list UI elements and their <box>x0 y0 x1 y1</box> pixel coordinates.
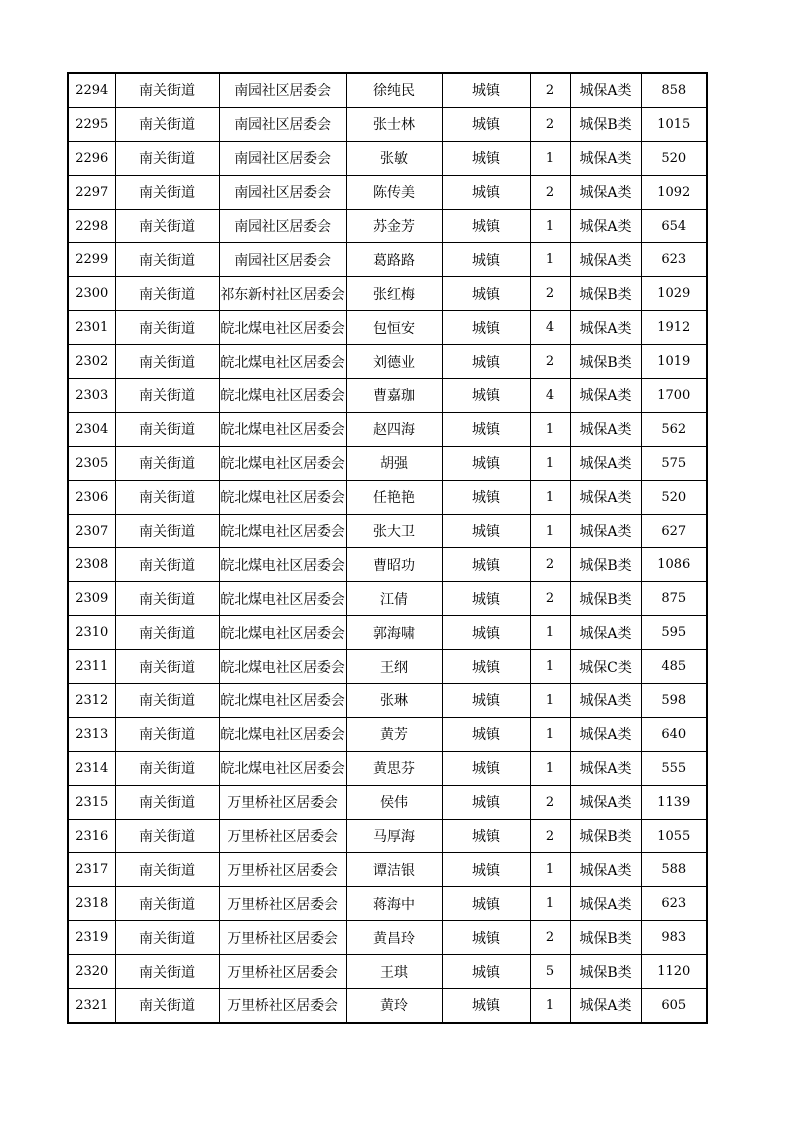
household-size-cell: 1 <box>530 141 570 175</box>
category-cell: 城保A类 <box>570 717 641 751</box>
household-size-cell: 5 <box>530 955 570 989</box>
household-type-cell: 城镇 <box>442 73 530 107</box>
table-row <box>68 548 707 582</box>
street-cell: 南关街道 <box>115 446 219 480</box>
name-cell: 赵四海 <box>346 412 442 446</box>
category-cell: 城保A类 <box>570 209 641 243</box>
serial-number-cell: 2311 <box>68 650 115 684</box>
street-cell: 南关街道 <box>115 717 219 751</box>
category-cell: 城保B类 <box>570 277 641 311</box>
household-type-cell: 城镇 <box>442 379 530 413</box>
street-cell: 南关街道 <box>115 412 219 446</box>
serial-number-cell: 2312 <box>68 684 115 718</box>
serial-number-cell: 2315 <box>68 785 115 819</box>
amount-cell: 1139 <box>641 785 707 819</box>
household-size-cell: 1 <box>530 989 570 1023</box>
category-cell: 城保B类 <box>570 548 641 582</box>
category-cell: 城保A类 <box>570 684 641 718</box>
household-type-cell: 城镇 <box>442 921 530 955</box>
household-type-cell: 城镇 <box>442 514 530 548</box>
street-cell: 南关街道 <box>115 887 219 921</box>
category-cell: 城保A类 <box>570 175 641 209</box>
household-size-cell: 1 <box>530 514 570 548</box>
category-cell: 城保A类 <box>570 379 641 413</box>
name-cell: 侯伟 <box>346 785 442 819</box>
household-type-cell: 城镇 <box>442 175 530 209</box>
table-row <box>68 412 707 446</box>
table-row <box>68 819 707 853</box>
household-type-cell: 城镇 <box>442 480 530 514</box>
community-cell: 皖北煤电社区居委会 <box>219 650 346 684</box>
name-cell: 曹昭功 <box>346 548 442 582</box>
community-cell: 皖北煤电社区居委会 <box>219 446 346 480</box>
amount-cell: 598 <box>641 684 707 718</box>
street-cell: 南关街道 <box>115 311 219 345</box>
serial-number-cell: 2305 <box>68 446 115 480</box>
table-row <box>68 751 707 785</box>
name-cell: 张红梅 <box>346 277 442 311</box>
amount-cell: 588 <box>641 853 707 887</box>
table-row <box>68 175 707 209</box>
household-size-cell: 2 <box>530 175 570 209</box>
category-cell: 城保A类 <box>570 616 641 650</box>
community-cell: 皖北煤电社区居委会 <box>219 514 346 548</box>
household-type-cell: 城镇 <box>442 751 530 785</box>
category-cell: 城保B类 <box>570 582 641 616</box>
category-cell: 城保A类 <box>570 412 641 446</box>
name-cell: 江倩 <box>346 582 442 616</box>
community-cell: 万里桥社区居委会 <box>219 921 346 955</box>
table-row <box>68 345 707 379</box>
household-size-cell: 1 <box>530 684 570 718</box>
amount-cell: 575 <box>641 446 707 480</box>
household-type-cell: 城镇 <box>442 650 530 684</box>
name-cell: 黄昌玲 <box>346 921 442 955</box>
serial-number-cell: 2313 <box>68 717 115 751</box>
category-cell: 城保A类 <box>570 751 641 785</box>
household-size-cell: 1 <box>530 717 570 751</box>
household-type-cell: 城镇 <box>442 853 530 887</box>
street-cell: 南关街道 <box>115 175 219 209</box>
category-cell: 城保A类 <box>570 73 641 107</box>
amount-cell: 1015 <box>641 107 707 141</box>
amount-cell: 562 <box>641 412 707 446</box>
amount-cell: 623 <box>641 243 707 277</box>
household-type-cell: 城镇 <box>442 819 530 853</box>
household-type-cell: 城镇 <box>442 616 530 650</box>
name-cell: 张敏 <box>346 141 442 175</box>
amount-cell: 485 <box>641 650 707 684</box>
street-cell: 南关街道 <box>115 379 219 413</box>
name-cell: 谭洁银 <box>346 853 442 887</box>
name-cell: 徐纯民 <box>346 73 442 107</box>
name-cell: 任艳艳 <box>346 480 442 514</box>
name-cell: 王纲 <box>346 650 442 684</box>
community-cell: 万里桥社区居委会 <box>219 785 346 819</box>
document-table-container <box>67 72 708 1024</box>
community-cell: 南园社区居委会 <box>219 209 346 243</box>
category-cell: 城保A类 <box>570 480 641 514</box>
table-row <box>68 989 707 1023</box>
table-row <box>68 277 707 311</box>
community-cell: 万里桥社区居委会 <box>219 819 346 853</box>
serial-number-cell: 2316 <box>68 819 115 853</box>
category-cell: 城保A类 <box>570 989 641 1023</box>
household-size-cell: 2 <box>530 73 570 107</box>
household-type-cell: 城镇 <box>442 243 530 277</box>
table-row <box>68 73 707 107</box>
household-size-cell: 2 <box>530 785 570 819</box>
table-row <box>68 785 707 819</box>
household-size-cell: 2 <box>530 345 570 379</box>
household-size-cell: 1 <box>530 887 570 921</box>
amount-cell: 627 <box>641 514 707 548</box>
name-cell: 张琳 <box>346 684 442 718</box>
community-cell: 皖北煤电社区居委会 <box>219 548 346 582</box>
serial-number-cell: 2317 <box>68 853 115 887</box>
table-row <box>68 209 707 243</box>
street-cell: 南关街道 <box>115 209 219 243</box>
category-cell: 城保B类 <box>570 955 641 989</box>
household-type-cell: 城镇 <box>442 412 530 446</box>
household-size-cell: 1 <box>530 243 570 277</box>
street-cell: 南关街道 <box>115 616 219 650</box>
street-cell: 南关街道 <box>115 989 219 1023</box>
community-cell: 万里桥社区居委会 <box>219 887 346 921</box>
household-type-cell: 城镇 <box>442 684 530 718</box>
serial-number-cell: 2298 <box>68 209 115 243</box>
household-type-cell: 城镇 <box>442 989 530 1023</box>
table-row <box>68 514 707 548</box>
household-size-cell: 2 <box>530 582 570 616</box>
household-type-cell: 城镇 <box>442 717 530 751</box>
household-type-cell: 城镇 <box>442 582 530 616</box>
amount-cell: 1019 <box>641 345 707 379</box>
serial-number-cell: 2300 <box>68 277 115 311</box>
name-cell: 郭海啸 <box>346 616 442 650</box>
household-size-cell: 2 <box>530 548 570 582</box>
category-cell: 城保A类 <box>570 243 641 277</box>
table-row <box>68 446 707 480</box>
category-cell: 城保B类 <box>570 921 641 955</box>
category-cell: 城保B类 <box>570 345 641 379</box>
serial-number-cell: 2320 <box>68 955 115 989</box>
household-type-cell: 城镇 <box>442 345 530 379</box>
household-size-cell: 1 <box>530 853 570 887</box>
category-cell: 城保A类 <box>570 853 641 887</box>
name-cell: 包恒安 <box>346 311 442 345</box>
category-cell: 城保A类 <box>570 446 641 480</box>
community-cell: 万里桥社区居委会 <box>219 853 346 887</box>
name-cell: 张士林 <box>346 107 442 141</box>
category-cell: 城保B类 <box>570 107 641 141</box>
household-size-cell: 4 <box>530 311 570 345</box>
table-row <box>68 853 707 887</box>
community-cell: 皖北煤电社区居委会 <box>219 582 346 616</box>
name-cell: 黄玲 <box>346 989 442 1023</box>
name-cell: 陈传美 <box>346 175 442 209</box>
community-cell: 皖北煤电社区居委会 <box>219 751 346 785</box>
household-type-cell: 城镇 <box>442 141 530 175</box>
table-row <box>68 684 707 718</box>
street-cell: 南关街道 <box>115 582 219 616</box>
household-size-cell: 4 <box>530 379 570 413</box>
street-cell: 南关街道 <box>115 684 219 718</box>
category-cell: 城保B类 <box>570 819 641 853</box>
community-cell: 南园社区居委会 <box>219 175 346 209</box>
subsidy-table <box>67 72 708 1024</box>
amount-cell: 983 <box>641 921 707 955</box>
amount-cell: 875 <box>641 582 707 616</box>
name-cell: 苏金芳 <box>346 209 442 243</box>
household-type-cell: 城镇 <box>442 548 530 582</box>
serial-number-cell: 2302 <box>68 345 115 379</box>
community-cell: 南园社区居委会 <box>219 243 346 277</box>
amount-cell: 1120 <box>641 955 707 989</box>
amount-cell: 520 <box>641 480 707 514</box>
community-cell: 万里桥社区居委会 <box>219 955 346 989</box>
amount-cell: 1912 <box>641 311 707 345</box>
category-cell: 城保A类 <box>570 887 641 921</box>
name-cell: 刘德业 <box>346 345 442 379</box>
serial-number-cell: 2318 <box>68 887 115 921</box>
household-size-cell: 1 <box>530 209 570 243</box>
street-cell: 南关街道 <box>115 73 219 107</box>
community-cell: 南园社区居委会 <box>219 141 346 175</box>
serial-number-cell: 2296 <box>68 141 115 175</box>
serial-number-cell: 2294 <box>68 73 115 107</box>
street-cell: 南关街道 <box>115 107 219 141</box>
serial-number-cell: 2295 <box>68 107 115 141</box>
amount-cell: 858 <box>641 73 707 107</box>
table-row <box>68 650 707 684</box>
street-cell: 南关街道 <box>115 853 219 887</box>
household-size-cell: 2 <box>530 921 570 955</box>
amount-cell: 1092 <box>641 175 707 209</box>
name-cell: 葛路路 <box>346 243 442 277</box>
street-cell: 南关街道 <box>115 345 219 379</box>
community-cell: 皖北煤电社区居委会 <box>219 717 346 751</box>
amount-cell: 520 <box>641 141 707 175</box>
community-cell: 祁东新村社区居委会 <box>219 277 346 311</box>
table-body <box>68 73 707 1023</box>
street-cell: 南关街道 <box>115 955 219 989</box>
household-type-cell: 城镇 <box>442 107 530 141</box>
serial-number-cell: 2299 <box>68 243 115 277</box>
household-type-cell: 城镇 <box>442 955 530 989</box>
name-cell: 马厚海 <box>346 819 442 853</box>
amount-cell: 555 <box>641 751 707 785</box>
name-cell: 曹嘉珈 <box>346 379 442 413</box>
street-cell: 南关街道 <box>115 548 219 582</box>
amount-cell: 595 <box>641 616 707 650</box>
serial-number-cell: 2306 <box>68 480 115 514</box>
amount-cell: 1700 <box>641 379 707 413</box>
street-cell: 南关街道 <box>115 650 219 684</box>
category-cell: 城保A类 <box>570 785 641 819</box>
street-cell: 南关街道 <box>115 819 219 853</box>
street-cell: 南关街道 <box>115 141 219 175</box>
amount-cell: 623 <box>641 887 707 921</box>
street-cell: 南关街道 <box>115 480 219 514</box>
serial-number-cell: 2297 <box>68 175 115 209</box>
table-row <box>68 887 707 921</box>
table-row <box>68 955 707 989</box>
street-cell: 南关街道 <box>115 751 219 785</box>
serial-number-cell: 2304 <box>68 412 115 446</box>
community-cell: 皖北煤电社区居委会 <box>219 412 346 446</box>
community-cell: 皖北煤电社区居委会 <box>219 616 346 650</box>
name-cell: 黄思芬 <box>346 751 442 785</box>
household-type-cell: 城镇 <box>442 311 530 345</box>
community-cell: 万里桥社区居委会 <box>219 989 346 1023</box>
amount-cell: 605 <box>641 989 707 1023</box>
name-cell: 胡强 <box>346 446 442 480</box>
serial-number-cell: 2319 <box>68 921 115 955</box>
community-cell: 皖北煤电社区居委会 <box>219 311 346 345</box>
household-size-cell: 1 <box>530 751 570 785</box>
street-cell: 南关街道 <box>115 514 219 548</box>
household-size-cell: 1 <box>530 480 570 514</box>
street-cell: 南关街道 <box>115 243 219 277</box>
table-row <box>68 107 707 141</box>
amount-cell: 1029 <box>641 277 707 311</box>
table-row <box>68 379 707 413</box>
serial-number-cell: 2303 <box>68 379 115 413</box>
table-row <box>68 921 707 955</box>
amount-cell: 654 <box>641 209 707 243</box>
table-row <box>68 243 707 277</box>
category-cell: 城保A类 <box>570 514 641 548</box>
name-cell: 黄芳 <box>346 717 442 751</box>
table-row <box>68 311 707 345</box>
amount-cell: 1055 <box>641 819 707 853</box>
street-cell: 南关街道 <box>115 921 219 955</box>
serial-number-cell: 2307 <box>68 514 115 548</box>
household-size-cell: 2 <box>530 107 570 141</box>
household-size-cell: 2 <box>530 277 570 311</box>
street-cell: 南关街道 <box>115 785 219 819</box>
amount-cell: 640 <box>641 717 707 751</box>
table-row <box>68 582 707 616</box>
category-cell: 城保A类 <box>570 141 641 175</box>
household-type-cell: 城镇 <box>442 277 530 311</box>
name-cell: 蒋海中 <box>346 887 442 921</box>
amount-cell: 1086 <box>641 548 707 582</box>
serial-number-cell: 2309 <box>68 582 115 616</box>
category-cell: 城保C类 <box>570 650 641 684</box>
household-size-cell: 2 <box>530 819 570 853</box>
community-cell: 皖北煤电社区居委会 <box>219 345 346 379</box>
community-cell: 南园社区居委会 <box>219 107 346 141</box>
table-row <box>68 141 707 175</box>
serial-number-cell: 2310 <box>68 616 115 650</box>
household-type-cell: 城镇 <box>442 209 530 243</box>
household-type-cell: 城镇 <box>442 446 530 480</box>
serial-number-cell: 2314 <box>68 751 115 785</box>
table-row <box>68 616 707 650</box>
name-cell: 王琪 <box>346 955 442 989</box>
household-size-cell: 1 <box>530 616 570 650</box>
community-cell: 皖北煤电社区居委会 <box>219 379 346 413</box>
serial-number-cell: 2301 <box>68 311 115 345</box>
household-type-cell: 城镇 <box>442 887 530 921</box>
category-cell: 城保A类 <box>570 311 641 345</box>
community-cell: 皖北煤电社区居委会 <box>219 684 346 718</box>
serial-number-cell: 2308 <box>68 548 115 582</box>
community-cell: 南园社区居委会 <box>219 73 346 107</box>
household-size-cell: 1 <box>530 446 570 480</box>
street-cell: 南关街道 <box>115 277 219 311</box>
table-row <box>68 717 707 751</box>
name-cell: 张大卫 <box>346 514 442 548</box>
table-row <box>68 480 707 514</box>
serial-number-cell: 2321 <box>68 989 115 1023</box>
household-type-cell: 城镇 <box>442 785 530 819</box>
community-cell: 皖北煤电社区居委会 <box>219 480 346 514</box>
household-size-cell: 1 <box>530 650 570 684</box>
household-size-cell: 1 <box>530 412 570 446</box>
